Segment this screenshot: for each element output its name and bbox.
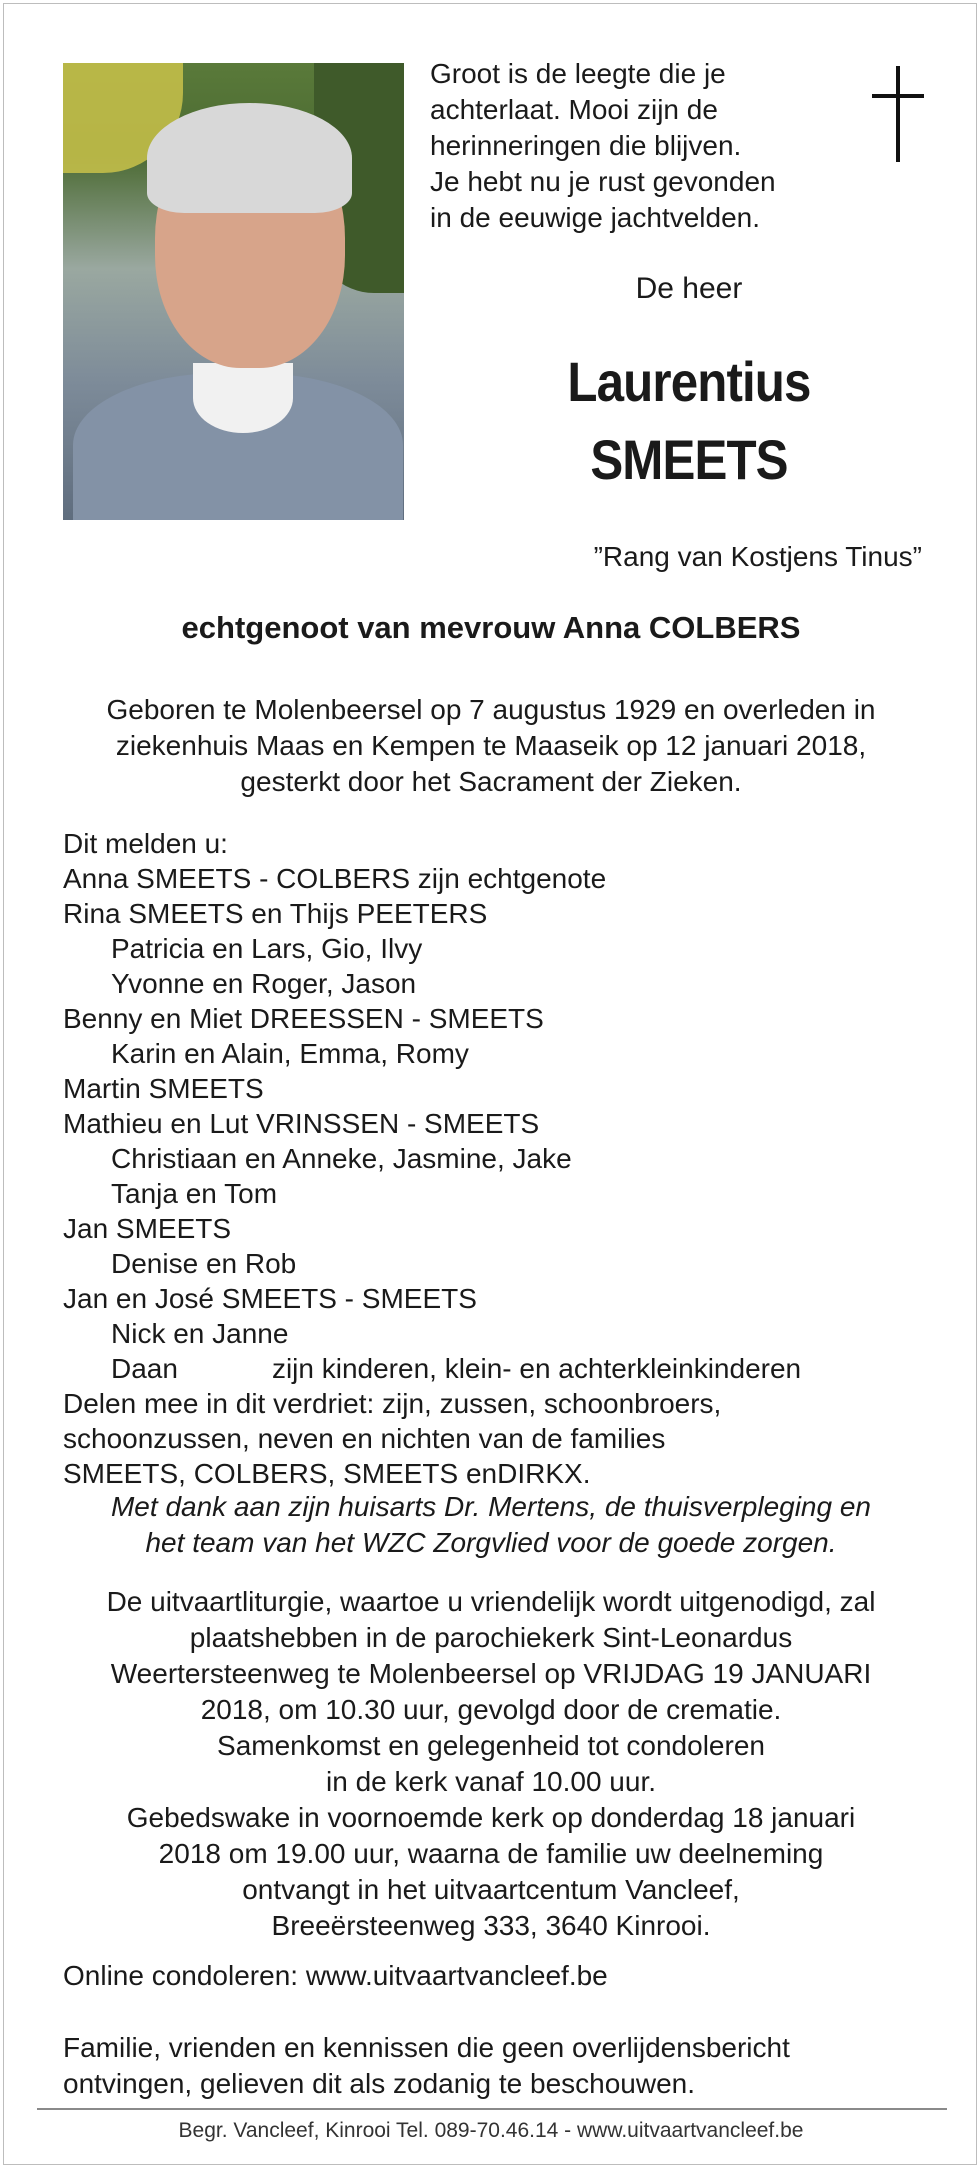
- relation-suffix: zijn kinderen, klein- en achterkleinkinderen: [271, 1353, 802, 1384]
- family-list: [63, 826, 943, 1491]
- memorial-verse: Groot is de leegte die je achterlaat. Mooi zijn de herinneringen die blijven. Je hebt nu je rust gevonden in de eeuwige jachtvelden.: [430, 58, 776, 233]
- shared-grief-line: schoonzussen, neven en nichten van de families: [63, 1423, 666, 1454]
- salutation: De heer: [635, 272, 743, 305]
- family-line: Yvonne en Roger, Jason: [111, 968, 417, 999]
- shared-grief-line: Delen mee in dit verdriet: zijn, zussen, schoonbroers,: [63, 1388, 722, 1419]
- family-line: Jan en José SMEETS - SMEETS: [63, 1283, 477, 1314]
- family-line: Rina SMEETS en Thijs PEETERS: [63, 898, 488, 929]
- birth-death-text: Geboren te Molenbeersel op 7 augustus 1929 en overleden in ziekenhuis Maas en Kempen te Maaseik op 12 januari 2018, gesterkt door het Sacrament der Zieken.: [106, 694, 876, 797]
- spouse-line: echtgenoot van mevrouw Anna COLBERS: [181, 610, 801, 645]
- family-line: Tanja en Tom: [111, 1178, 278, 1209]
- last-grandchild: Daan: [111, 1353, 178, 1384]
- family-line: Nick en Janne: [111, 1318, 289, 1349]
- family-line: Anna SMEETS - COLBERS zijn echtgenote: [63, 863, 607, 894]
- family-line: Martin SMEETS: [63, 1073, 264, 1104]
- family-line: Patricia en Lars, Gio, Ilvy: [111, 933, 423, 964]
- shared-grief-line: SMEETS, COLBERS, SMEETS enDIRKX.: [63, 1458, 591, 1489]
- obituary-card: [3, 3, 977, 2165]
- deceased-last-name: SMEETS: [590, 428, 788, 491]
- family-line: Christiaan en Anneke, Jasmine, Jake: [111, 1143, 572, 1174]
- family-line: Denise en Rob: [111, 1248, 297, 1279]
- family-line: Karin en Alain, Emma, Romy: [111, 1038, 469, 1069]
- footer-contact: Begr. Vancleef, Kinrooi Tel. 089-70.46.14 - www.uitvaartvancleef.be: [178, 2119, 804, 2142]
- footer-divider: [37, 2108, 947, 2110]
- online-condolence: Online condoleren: www.uitvaartvancleef.be: [63, 1960, 608, 1991]
- family-line: Jan SMEETS: [63, 1213, 232, 1244]
- cross-icon: [872, 66, 924, 162]
- family-line: Benny en Miet DREESSEN - SMEETS: [63, 1003, 544, 1034]
- funeral-details: De uitvaartliturgie, waartoe u vriendelijk wordt uitgenodigd, zal plaatshebben in de parochiekerk Sint-Leonardus Weertersteenweg te Molenbeersel op VRIJDAG 19 JANUARI 2018, om 10.30 uur, gevolgd door de crematie. Samenkomst en gelegenheid tot condoleren in de kerk vanaf 10.00 uur. Gebedswake in voornoemde kerk op donderdag 18 januari 2018 om 19.00 uur, waarna de familie uw deelneming ontvangt in het uitvaartcentum Vancleef, Breeërsteenweg 333, 3640 Kinrooi.: [106, 1586, 876, 1941]
- thanks-text: Met dank aan zijn huisarts Dr. Mertens, de thuisverpleging en het team van het WZC Zorgvlied voor de goede zorgen.: [110, 1491, 872, 1558]
- deceased-first-name: Laurentius: [567, 350, 811, 413]
- nickname: ”Rang van Kostjens Tinus”: [593, 541, 922, 572]
- family-intro: Dit melden u:: [63, 828, 228, 859]
- portrait-photo: [63, 63, 404, 520]
- family-line-last: [63, 1351, 943, 1386]
- notice-text: Familie, vrienden en kennissen die geen overlijdensbericht ontvingen, gelieven dit als zodanig te beschouwen.: [63, 2032, 790, 2099]
- family-line: Mathieu en Lut VRINSSEN - SMEETS: [63, 1108, 540, 1139]
